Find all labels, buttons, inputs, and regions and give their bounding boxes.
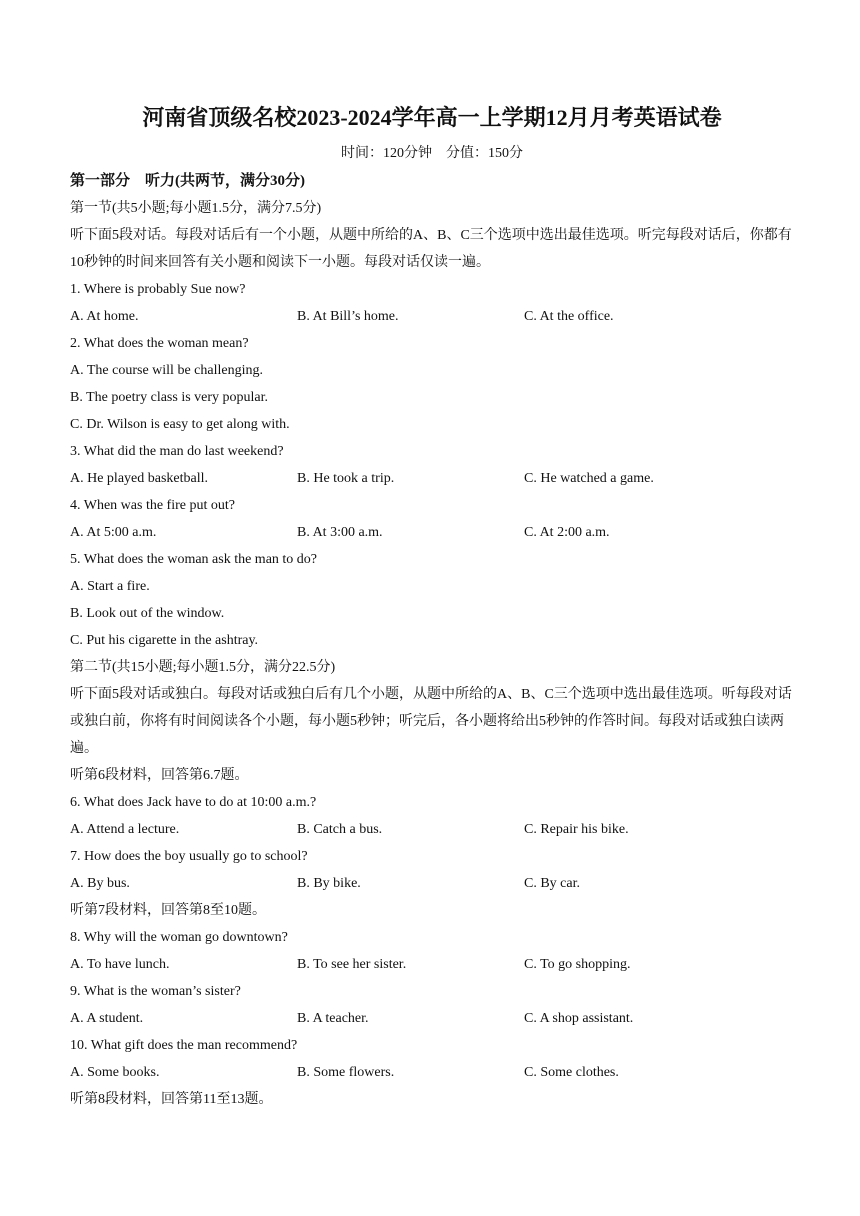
question-stem: 3. What did the man do last weekend?	[70, 444, 284, 459]
section2-heading: 第二节(共15小题;每小题1.5分，满分22.5分)	[70, 660, 336, 675]
option-b: B. Look out of the window.	[70, 606, 225, 621]
option-b: B. The poetry class is very popular.	[70, 390, 269, 405]
option-c: C. To go shopping.	[524, 957, 631, 972]
option-row	[70, 519, 794, 546]
question-stem: 6. What does Jack have to do at 10:00 a.m.?	[70, 795, 317, 810]
option-row	[70, 465, 794, 492]
option-a: A. Some books.	[70, 1065, 160, 1080]
option-c: C. Repair his bike.	[524, 822, 629, 837]
part1-heading: 第一部分 听力(共两节，满分30分)	[70, 173, 305, 189]
option-a: A. A student.	[70, 1011, 144, 1026]
material-note: 听第6段材料，回答第6.7题。	[70, 768, 249, 783]
option-row	[70, 951, 794, 978]
option-c: C. A shop assistant.	[524, 1011, 634, 1026]
option-c: C. Some clothes.	[524, 1065, 619, 1080]
option-b: B. Catch a bus.	[297, 822, 383, 837]
option-b: B. He took a trip.	[297, 471, 395, 486]
section1-heading: 第一节(共5小题;每小题1.5分，满分7.5分)	[70, 201, 322, 216]
option-c: C. By car.	[524, 876, 580, 891]
option-a: A. He played basketball.	[70, 471, 209, 486]
option-row	[70, 303, 794, 330]
exam-title: 河南省顶级名校2023-2024学年高一上学期12月月考英语试卷	[142, 105, 722, 130]
option-a: A. Attend a lecture.	[70, 822, 180, 837]
material-note: 听第7段材料，回答第8至10题。	[70, 903, 266, 918]
question-stem: 7. How does the boy usually go to school?	[70, 849, 308, 864]
option-a: A. At 5:00 a.m.	[70, 525, 157, 540]
question-stem: 1. Where is probably Sue now?	[70, 282, 246, 297]
material-note: 听第8段材料，回答第11至13题。	[70, 1092, 273, 1107]
option-c: C. He watched a game.	[524, 471, 654, 486]
option-c: C. At 2:00 a.m.	[524, 525, 610, 540]
option-row	[70, 816, 794, 843]
option-b: B. To see her sister.	[297, 957, 407, 972]
option-a: A. To have lunch.	[70, 957, 170, 972]
option-row	[70, 870, 794, 897]
option-b: B. A teacher.	[297, 1011, 369, 1026]
exam-meta: 时间：120分钟 分值：150分	[341, 146, 523, 161]
option-b: B. At Bill’s home.	[297, 309, 399, 324]
option-b: B. At 3:00 a.m.	[297, 525, 383, 540]
option-row	[70, 1059, 794, 1086]
question-stem: 9. What is the woman’s sister?	[70, 984, 241, 999]
option-c: C. Put his cigarette in the ashtray.	[70, 633, 259, 648]
question-stem: 10. What gift does the man recommend?	[70, 1038, 298, 1053]
option-b: B. By bike.	[297, 876, 361, 891]
question-stem: 8. Why will the woman go downtown?	[70, 930, 288, 945]
section1-instructions: 听下面5段对话。每段对话后有一个小题，从题中所给的A、B、C三个选项中选出最佳选项。听完每段对话后，你都有10秒钟的时间来回答有关小题和阅读下一小题。每段对话仅读一遍。	[70, 228, 792, 270]
question-stem: 5. What does the woman ask the man to do?	[70, 552, 318, 567]
section2-instructions: 听下面5段对话或独白。每段对话或独白后有几个小题，从题中所给的A、B、C三个选项中选出最佳选项。听每段对话或独白前，你将有时间阅读各个小题，每小题5秒钟；听完后，各小题将给出5秒钟的作答时间。每段对话或独白读两遍。	[70, 687, 792, 756]
exam-body	[70, 168, 794, 1113]
option-b: B. Some flowers.	[297, 1065, 395, 1080]
option-a: A. Start a fire.	[70, 579, 150, 594]
option-row	[70, 1005, 794, 1032]
question-stem: 2. What does the woman mean?	[70, 336, 249, 351]
option-c: C. At the office.	[524, 309, 614, 324]
option-a: A. By bus.	[70, 876, 130, 891]
option-c: C. Dr. Wilson is easy to get along with.	[70, 417, 290, 432]
question-stem: 4. When was the fire put out?	[70, 498, 235, 513]
option-a: A. At home.	[70, 309, 139, 324]
option-a: A. The course will be challenging.	[70, 363, 263, 378]
